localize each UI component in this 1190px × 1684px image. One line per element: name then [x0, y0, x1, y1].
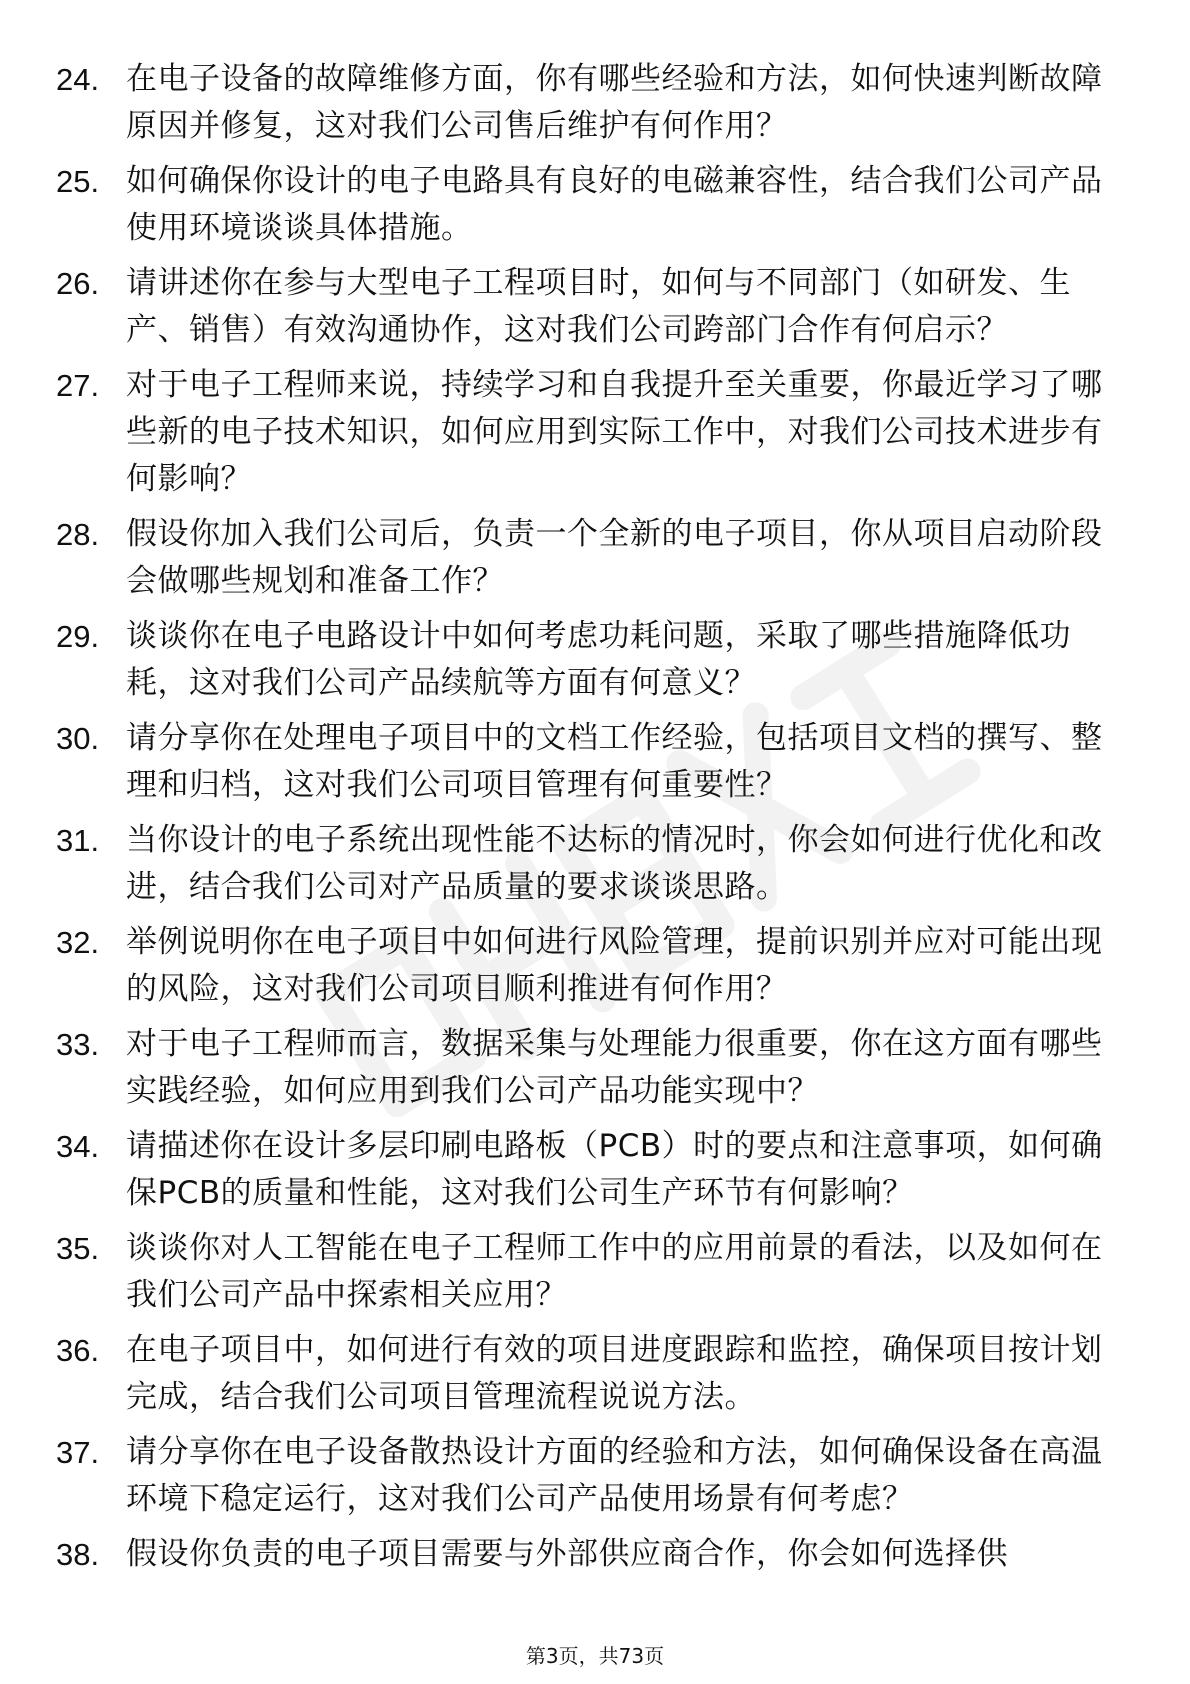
question-text: 对于电子工程师而言，数据采集与处理能力很重要，你在这方面有哪些实践经验，如何应用到我们公司产品功能实现中？	[126, 1026, 1103, 1109]
question-number: 33.	[56, 1027, 100, 1062]
question-item	[56, 817, 1116, 911]
question-item	[56, 1327, 1116, 1421]
question-text: 谈谈你在电子电路设计中如何考虑功耗问题，采取了哪些措施降低功耗，这对我们公司产品续航等方面有何意义？	[126, 618, 1071, 701]
question-item	[56, 158, 1116, 252]
question-number: 37.	[56, 1435, 100, 1470]
question-text: 在电子设备的故障维修方面，你有哪些经验和方法，如何快速判断故障原因并修复，这对我们公司售后维护有何作用？	[126, 61, 1103, 144]
question-text: 假设你加入我们公司后，负责一个全新的电子项目，你从项目启动阶段会做哪些规划和准备工作？	[126, 516, 1103, 599]
question-item	[56, 56, 1116, 150]
question-text: 请描述你在设计多层印刷电路板（PCB）时的要点和注意事项，如何确保PCB的质量和性能，这对我们公司生产环节有何影响？	[126, 1128, 1103, 1211]
question-number: 29.	[56, 619, 100, 654]
question-text: 在电子项目中，如何进行有效的项目进度跟踪和监控，确保项目按计划完成，结合我们公司项目管理流程说说方法。	[126, 1332, 1103, 1415]
question-text: 请分享你在电子设备散热设计方面的经验和方法，如何确保设备在高温环境下稳定运行，这对我们公司产品使用场景有何考虑？	[126, 1434, 1103, 1517]
question-number: 24.	[56, 62, 100, 97]
question-number: 27.	[56, 368, 100, 403]
question-item	[56, 260, 1116, 354]
question-text: 如何确保你设计的电子电路具有良好的电磁兼容性，结合我们公司产品使用环境谈谈具体措施。	[126, 163, 1103, 246]
question-text: 假设你负责的电子项目需要与外部供应商合作，你会如何选择供	[126, 1536, 1008, 1572]
question-number: 34.	[56, 1129, 100, 1164]
question-number: 35.	[56, 1231, 100, 1266]
question-text: 请分享你在处理电子项目中的文档工作经验，包括项目文档的撰写、整理和归档，这对我们公司项目管理有何重要性？	[126, 720, 1103, 803]
question-number: 26.	[56, 266, 100, 301]
question-item	[56, 1021, 1116, 1115]
question-number: 28.	[56, 517, 100, 552]
question-item	[56, 613, 1116, 707]
question-text: 当你设计的电子系统出现性能不达标的情况时，你会如何进行优化和改进，结合我们公司对产品质量的要求谈谈思路。	[126, 822, 1103, 905]
question-number: 31.	[56, 823, 100, 858]
question-text: 请讲述你在参与大型电子工程项目时，如何与不同部门（如研发、生产、销售）有效沟通协作，这对我们公司跨部门合作有何启示？	[126, 265, 1071, 348]
question-number: 38.	[56, 1537, 100, 1572]
question-item	[56, 1429, 1116, 1523]
question-item	[56, 362, 1116, 503]
question-number: 30.	[56, 721, 100, 756]
question-item	[56, 1531, 1116, 1578]
page-footer: 第3页，共73页	[525, 1644, 665, 1668]
question-item	[56, 1225, 1116, 1319]
question-number: 36.	[56, 1333, 100, 1368]
question-text: 谈谈你对人工智能在电子工程师工作中的应用前景的看法，以及如何在我们公司产品中探索相关应用？	[126, 1230, 1103, 1313]
question-number: 25.	[56, 164, 100, 199]
question-item	[56, 1123, 1116, 1217]
question-list	[56, 56, 1116, 1586]
question-item	[56, 919, 1116, 1013]
question-item	[56, 715, 1116, 809]
question-text: 举例说明你在电子项目中如何进行风险管理，提前识别并应对可能出现的风险，这对我们公司项目顺利推进有何作用？	[126, 924, 1103, 1007]
question-number: 32.	[56, 925, 100, 960]
question-text: 对于电子工程师来说，持续学习和自我提升至关重要，你最近学习了哪些新的电子技术知识，如何应用到实际工作中，对我们公司技术进步有何影响？	[126, 367, 1103, 497]
question-item	[56, 511, 1116, 605]
